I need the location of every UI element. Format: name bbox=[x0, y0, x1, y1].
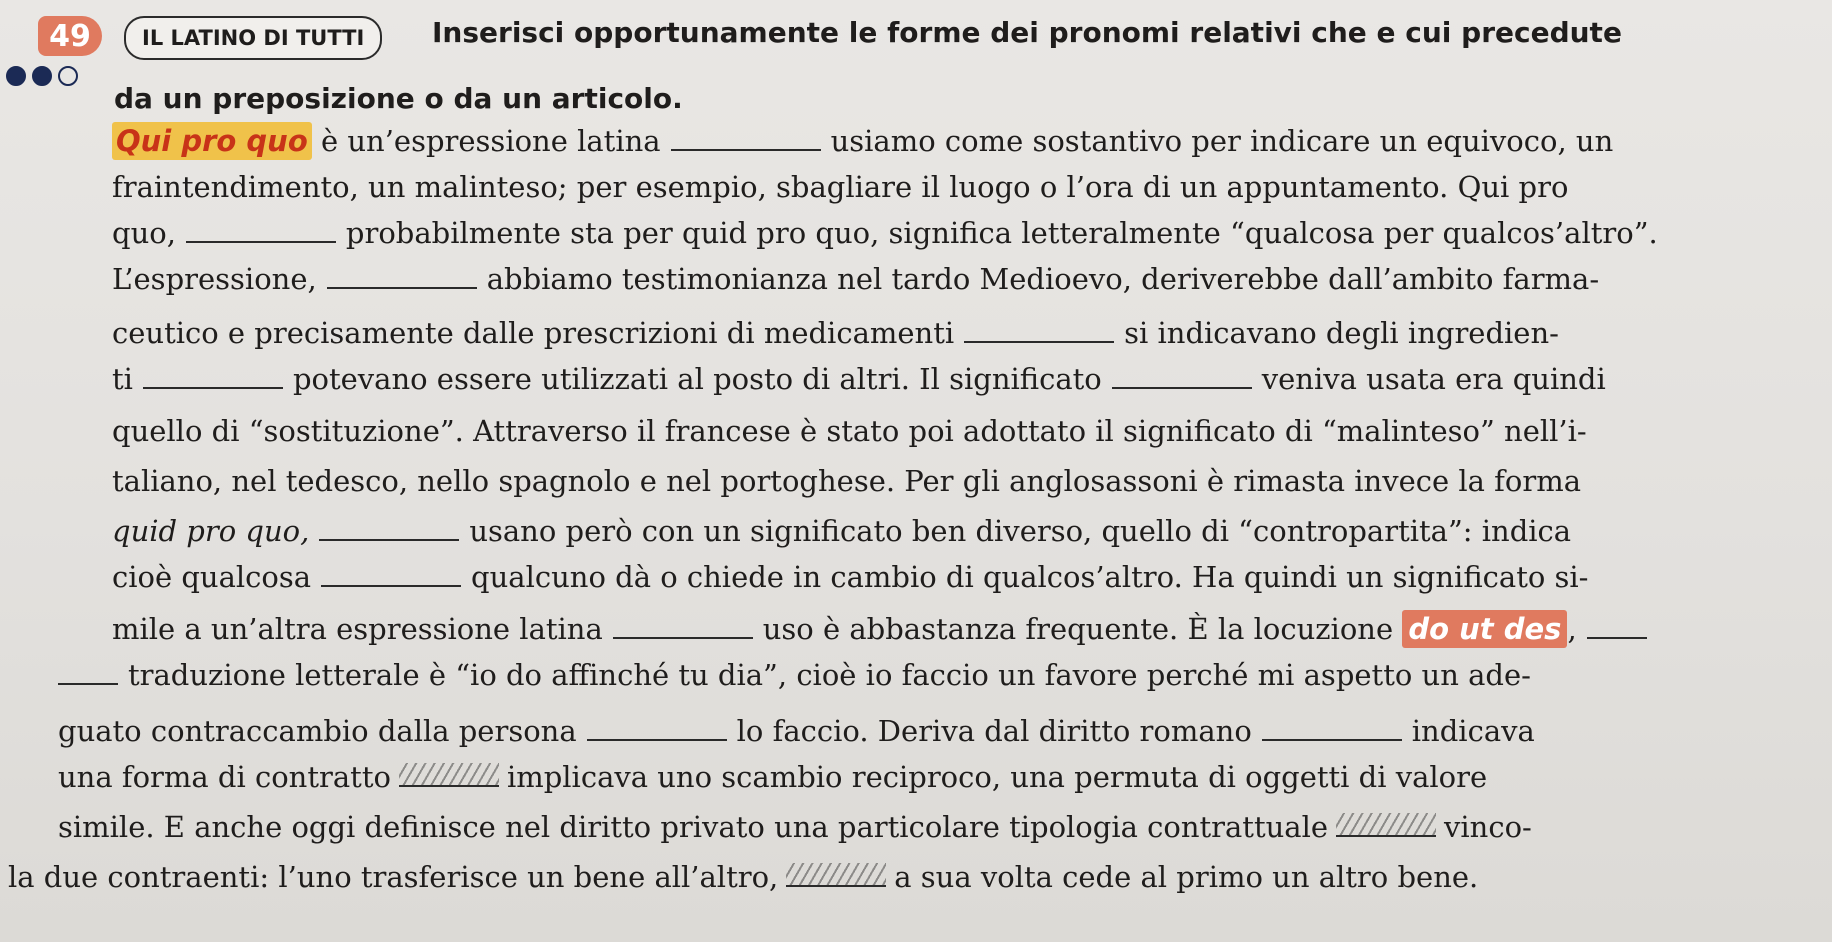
fill-blank[interactable] bbox=[1112, 365, 1252, 389]
fill-blank[interactable] bbox=[1587, 615, 1647, 639]
text-line-13: guato contraccambio dalla persona lo faccio. Deriva dal diritto romano indicava bbox=[58, 714, 1535, 748]
fill-blank[interactable] bbox=[186, 219, 336, 243]
fill-blank[interactable] bbox=[58, 661, 118, 685]
text-line-8: taliano, nel tedesco, nello spagnolo e nel portoghese. Per gli anglosassoni è rimasta invece la forma bbox=[112, 464, 1582, 498]
fill-blank[interactable] bbox=[671, 127, 821, 151]
text-line-6: ti potevano essere utilizzati al posto di altri. Il significato veniva usata era quindi bbox=[112, 362, 1606, 396]
text-line-3: quo, probabilmente sta per quid pro quo, significa letteralmente “qualcosa per qualcos’altro”. bbox=[112, 216, 1658, 250]
fill-blank[interactable] bbox=[319, 517, 459, 541]
text-line-5: ceutico e precisamente dalle prescrizioni di medicamenti si indicavano degli ingredien- bbox=[112, 316, 1559, 350]
difficulty-dot-filled-icon bbox=[6, 66, 26, 86]
filled-blank-handwriting[interactable] bbox=[786, 863, 886, 887]
text-line-14: una forma di contratto implicava uno scambio reciproco, una permuta di oggetti di valore bbox=[58, 760, 1488, 794]
text-line-15: simile. E anche oggi definisce nel diritto privato una particolare tipologia contrattuale vinco- bbox=[58, 810, 1532, 844]
instruction-line-1: Inserisci opportunamente le forme dei pronomi relativi che e cui precedute bbox=[432, 16, 1622, 49]
text-line-2: fraintendimento, un malinteso; per esempio, sbagliare il luogo o l’ora di un appuntamento. Qui pro bbox=[112, 170, 1569, 204]
text-line-9: quid pro quo, usano però con un significato ben diverso, quello di “contropartita”: indica bbox=[112, 514, 1572, 548]
difficulty-dot-empty-icon bbox=[58, 66, 78, 86]
fill-blank[interactable] bbox=[143, 365, 283, 389]
text-line-12: traduzione letterale è “io do affinché tu dia”, cioè io faccio un favore perché mi aspetto un ade- bbox=[58, 656, 1531, 694]
exercise-number: 49 bbox=[38, 16, 102, 56]
text-line-11: mile a un’altra espressione latina uso è abbastanza frequente. È la locuzione do ut des , bbox=[112, 610, 1657, 648]
fill-blank[interactable] bbox=[1262, 717, 1402, 741]
filled-blank-handwriting[interactable] bbox=[1336, 813, 1436, 837]
fill-blank[interactable] bbox=[327, 265, 477, 289]
text-line-1: Qui pro quo è un’espressione latina usiamo come sostantivo per indicare un equivoco, un bbox=[112, 122, 1613, 160]
filled-blank-handwriting[interactable] bbox=[399, 763, 499, 787]
text-line-10: cioè qualcosa qualcuno dà o chiede in cambio di qualcos’altro. Ha quindi un significato si- bbox=[112, 560, 1589, 594]
section-tag: IL LATINO DI TUTTI bbox=[124, 16, 382, 60]
highlight-qui-pro-quo: Qui pro quo bbox=[112, 122, 312, 160]
highlight-do-ut-des: do ut des bbox=[1402, 610, 1567, 648]
difficulty-dots bbox=[6, 66, 78, 86]
fill-blank[interactable] bbox=[321, 563, 461, 587]
fill-blank[interactable] bbox=[613, 615, 753, 639]
instruction-line-2: da un preposizione o da un articolo. bbox=[114, 82, 683, 115]
fill-blank[interactable] bbox=[587, 717, 727, 741]
text-line-4: L’espressione, abbiamo testimonianza nel tardo Medioevo, deriverebbe dall’ambito farma- bbox=[112, 262, 1600, 296]
difficulty-dot-filled-icon bbox=[32, 66, 52, 86]
text-line-16: la due contraenti: l’uno trasferisce un bene all’altro, a sua volta cede al primo un altro bene. bbox=[8, 860, 1479, 894]
text-line-7: quello di “sostituzione”. Attraverso il francese è stato poi adottato il significato di “malinteso” nell’i- bbox=[112, 414, 1587, 448]
fill-blank[interactable] bbox=[964, 319, 1114, 343]
